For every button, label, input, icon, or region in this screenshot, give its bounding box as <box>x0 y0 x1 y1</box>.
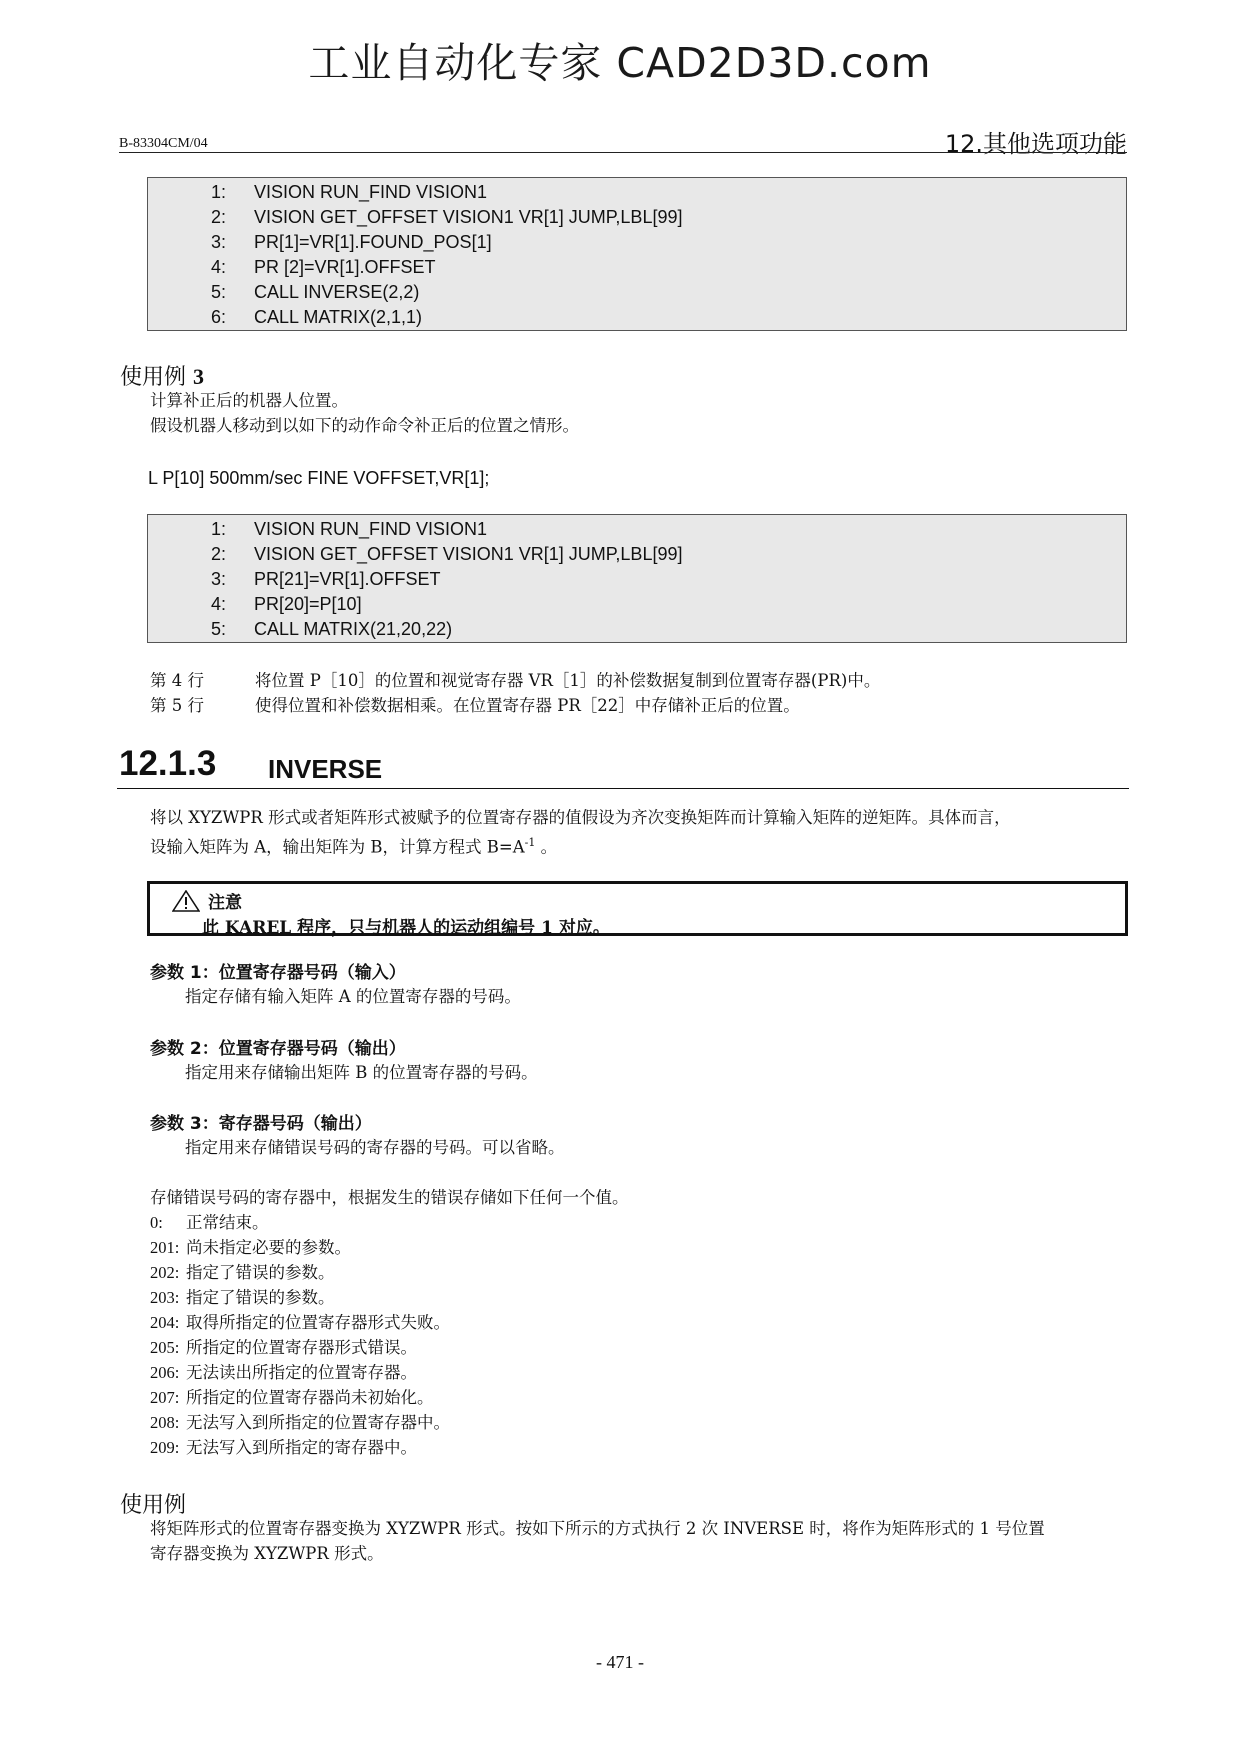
section-intro-line1: 将以 XYZWPR 形式或者矩阵形式被赋予的位置寄存器的值假设为齐次变换矩阵而计算输入矩阵的逆矩阵。具体而言， <box>150 808 1011 827</box>
warning-triangle-icon <box>172 890 200 912</box>
line-note-label: 第 4 行 <box>150 671 204 690</box>
param-desc: 指定用来存储输出矩阵 B 的位置寄存器的号码。 <box>185 1063 538 1082</box>
line-note-text: 将位置 P［10］的位置和视觉寄存器 VR［1］的补偿数据复制到位置寄存器(PR)中。 <box>255 671 881 690</box>
code-line: 1: VISION RUN_FIND VISION1 <box>210 519 488 539</box>
error-code-list <box>150 1210 450 1460</box>
param-desc: 指定存储有输入矩阵 A 的位置寄存器的号码。 <box>185 987 521 1006</box>
section-intro-line2: 设输入矩阵为 A，输出矩阵为 B，计算方程式 $B=A^{-1}$ 。 <box>150 836 558 857</box>
code-line: 3: PR[21]=VR[1].OFFSET <box>210 569 441 589</box>
section-rule <box>117 788 1129 789</box>
example3-line2: 假设机器人移动到以如下的动作命令补正后的位置之情形。 <box>150 416 579 435</box>
example-line2: 寄存器变换为 XYZWPR 形式。 <box>150 1544 384 1563</box>
caution-title: 注意 <box>172 888 242 913</box>
page-number: - 471 - <box>596 1652 644 1672</box>
list-item: 208: 无法写入到所指定的位置寄存器中。 <box>150 1413 450 1432</box>
param-title: 参数 3：寄存器号码（输出） <box>150 1114 372 1134</box>
site-banner: 工业自动化专家 CAD2D3D.com <box>308 39 932 87</box>
list-item: 206: 无法读出所指定的位置寄存器。 <box>150 1363 417 1382</box>
caution-body: 此 KAREL 程序，只与机器人的运动组编号 1 对应。 <box>202 918 610 938</box>
param-desc: 指定用来存储错误号码的寄存器的号码。可以省略。 <box>185 1138 565 1157</box>
code-line: 5: CALL MATRIX(21,20,22) <box>210 619 453 639</box>
example-line1: 将矩阵形式的位置寄存器变换为 XYZWPR 形式。按如下所示的方式执行 2 次 INVERSE 时，将作为矩阵形式的 1 号位置 <box>150 1519 1045 1538</box>
code-line: 3: PR[1]=VR[1].FOUND_POS[1] <box>210 232 492 252</box>
section-title: INVERSE <box>268 754 383 784</box>
line-note-text: 使得位置和补偿数据相乘。在位置寄存器 PR［22］中存储补正后的位置。 <box>255 696 800 715</box>
code-line: 2: VISION GET_OFFSET VISION1 VR[1] JUMP,LBL[99] <box>210 207 683 227</box>
code-line: 2: VISION GET_OFFSET VISION1 VR[1] JUMP,LBL[99] <box>210 544 683 564</box>
list-item: 204: 取得所指定的位置寄存器形式失败。 <box>150 1313 450 1332</box>
document-id: B-83304CM/04 <box>119 136 208 151</box>
param-title: 参数 1：位置寄存器号码（输入） <box>150 963 406 983</box>
error-intro: 存储错误号码的寄存器中，根据发生的错误存储如下任何一个值。 <box>150 1188 629 1207</box>
list-item: 0: 正常结束。 <box>150 1213 269 1232</box>
param-title: 参数 2：位置寄存器号码（输出） <box>150 1039 406 1059</box>
example3-heading: 使用例 3 <box>120 364 205 390</box>
code-block-2 <box>147 514 1127 643</box>
code-line: 4: PR[20]=P[10] <box>210 594 362 614</box>
line-note-label: 第 5 行 <box>150 696 204 715</box>
code-line: 4: PR [2]=VR[1].OFFSET <box>210 257 436 277</box>
example3-line1: 计算补正后的机器人位置。 <box>150 391 348 410</box>
code-line: 5: CALL INVERSE(2,2) <box>210 282 420 302</box>
motion-command: L P[10] 500mm/sec FINE VOFFSET,VR[1]; <box>148 468 490 488</box>
header-rule <box>119 152 1127 153</box>
section-number: 12.1.3 <box>119 744 217 783</box>
list-item: 202: 指定了错误的参数。 <box>150 1263 335 1282</box>
caution-box <box>147 881 1128 936</box>
chapter-title: 12.其他选项功能 <box>944 130 1127 158</box>
list-item: 207: 所指定的位置寄存器尚未初始化。 <box>150 1388 434 1407</box>
example-heading: 使用例 <box>120 1493 187 1518</box>
code-line: 1: VISION RUN_FIND VISION1 <box>210 182 488 202</box>
code-block-1 <box>147 177 1127 331</box>
list-item: 203: 指定了错误的参数。 <box>150 1288 335 1307</box>
list-item: 209: 无法写入到所指定的寄存器中。 <box>150 1438 417 1457</box>
list-item: 201: 尚未指定必要的参数。 <box>150 1238 351 1257</box>
list-item: 205: 所指定的位置寄存器形式错误。 <box>150 1338 417 1357</box>
code-line: 6: CALL MATRIX(2,1,1) <box>210 307 423 327</box>
